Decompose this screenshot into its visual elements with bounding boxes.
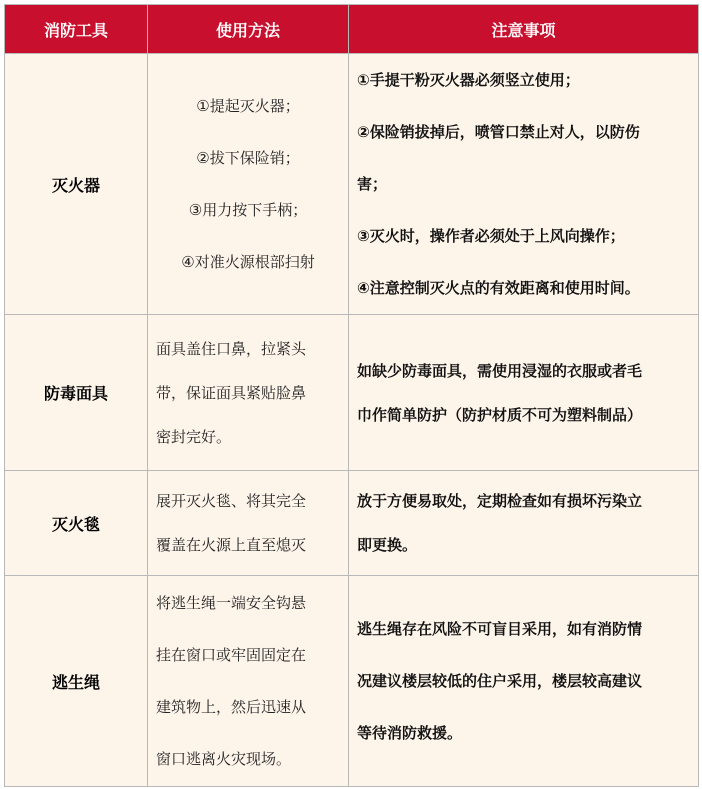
note-line: ①手提干粉灭火器必须竖立使用； bbox=[357, 71, 580, 89]
table-header-row bbox=[5, 5, 699, 54]
method-cell bbox=[148, 54, 349, 315]
tool-name: 灭火毯 bbox=[5, 471, 148, 576]
method-line: ①提起灭火器； bbox=[196, 97, 300, 115]
note-line: 如缺少防毒面具，需使用浸湿的衣服或者毛 bbox=[357, 361, 643, 380]
method-line: 面具盖住口鼻，拉紧头 bbox=[156, 339, 307, 358]
note-line: ②保险销拔掉后，喷管口禁止对人，以防伤 bbox=[357, 123, 640, 141]
fire-tools-table-wrapper bbox=[4, 4, 698, 785]
method-line: 展开灭火毯、将其完全 bbox=[156, 492, 307, 510]
method-line: 覆盖在火源上直至熄灭 bbox=[156, 536, 307, 554]
method-line: 密封完好。 bbox=[156, 427, 232, 446]
method-line: 窗口逃离火灾现场。 bbox=[156, 750, 292, 768]
header-method: 使用方法 bbox=[148, 5, 349, 54]
tool-name: 逃生绳 bbox=[5, 576, 148, 787]
method-line: 挂在窗口或牢固固定在 bbox=[156, 646, 307, 664]
method-line: 建筑物上，然后迅速从 bbox=[156, 698, 307, 716]
method-cell bbox=[148, 576, 349, 787]
note-line: 巾作简单防护（防护材质不可为塑料制品） bbox=[357, 405, 643, 424]
method-line: ③用力按下手柄； bbox=[188, 201, 308, 219]
tool-name: 灭火器 bbox=[5, 54, 148, 315]
notes-cell bbox=[349, 315, 699, 471]
notes-cell bbox=[349, 576, 699, 787]
method-line: 带，保证面具紧贴脸鼻 bbox=[156, 383, 307, 402]
tool-name: 防毒面具 bbox=[5, 315, 148, 471]
method-line: ④对准火源根部扫射 bbox=[181, 253, 315, 271]
header-notes: 注意事项 bbox=[349, 5, 699, 54]
method-line: 将逃生绳一端安全钩悬 bbox=[156, 594, 307, 612]
notes-cell bbox=[349, 471, 699, 576]
note-line: ③灭火时，操作者必须处于上风向操作； bbox=[357, 227, 625, 245]
table-row bbox=[5, 315, 699, 471]
notes-cell bbox=[349, 54, 699, 315]
fire-tools-table bbox=[4, 4, 699, 787]
note-line: 逃生绳存在风险不可盲目采用，如有消防情 bbox=[357, 620, 643, 638]
header-tool: 消防工具 bbox=[5, 5, 148, 54]
table-row bbox=[5, 471, 699, 576]
method-cell bbox=[148, 315, 349, 471]
method-line: ②拔下保险销； bbox=[196, 149, 300, 167]
note-line: 害； bbox=[357, 175, 388, 193]
note-line: 即更换。 bbox=[357, 536, 418, 554]
method-cell bbox=[148, 471, 349, 576]
note-line: ④注意控制灭火点的有效距离和使用时间。 bbox=[357, 279, 640, 297]
table-row bbox=[5, 54, 699, 315]
note-line: 等待消防救援。 bbox=[357, 724, 463, 742]
note-line: 放于方便易取处，定期检查如有损坏污染立 bbox=[357, 492, 643, 510]
note-line: 况建议楼层较低的住户采用，楼层较高建议 bbox=[357, 672, 643, 690]
table-row bbox=[5, 576, 699, 787]
